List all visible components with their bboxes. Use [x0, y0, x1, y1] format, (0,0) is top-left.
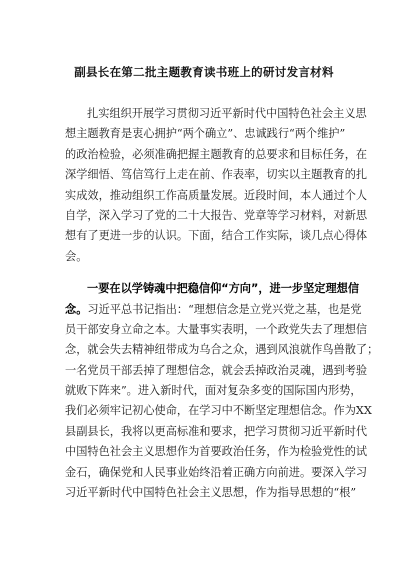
paragraph-line: 扎实组织开展学习贯彻习近平新时代中国特色社会主义思	[87, 107, 367, 120]
paragraph-line: 的政治检验，必须准确把握主题教育的总要求和目标任务，在	[65, 147, 368, 161]
paragraph-line: 深学细悟、笃信笃行上走在前、作表率，切实以主题教育的扎	[65, 168, 368, 182]
paragraph-line: 想主题教育是衷心拥护“两个确立”、忠诚践行“两个维护”	[65, 127, 346, 141]
section-heading: 一要在以学铸魂中把稳信仰“方向”，进一步坚定理想信	[87, 282, 360, 296]
document-title: 副县长在第二批主题教育读书班上的研讨发言材料	[74, 65, 334, 79]
paragraph-line: 实成效，推动组织工作高质量发展。近段时间，本人通过个人	[65, 188, 368, 202]
paragraph-line: 念，就会失去精神纽带成为乌合之众，遇到风浪就作鸟兽散了；	[65, 343, 379, 357]
paragraph-line: 会。	[65, 249, 88, 263]
paragraph-line: 我们必须牢记初心使命，在学习中不断坚定理想信念。作为XX	[65, 404, 372, 418]
paragraph-line: 就败下阵来”。进入新时代，面对复杂多变的国际国内形势，	[65, 384, 362, 398]
paragraph-line: 习近平新时代中国特色社会主义思想，作为指导思想的“根”	[65, 486, 357, 500]
paragraph-line: 自学，深入学习了党的二十大报告、党章等学习材料，对新思	[65, 208, 368, 222]
paragraph-line: 一名党员干部丢掉了理想信念，就会丢掉政治灵魂，遇到考验	[65, 363, 368, 377]
paragraph-line: 念。习近平总书记指出：“理想信念是立党兴党之基，也是党	[65, 302, 362, 316]
paragraph-line: 想有了更进一步的认识。下面，结合工作实际，谈几点心得体	[65, 229, 368, 243]
paragraph-line: 县副县长，我将以更高标准和要求，把学习贯彻习近平新时代	[65, 424, 368, 438]
paragraph-line-rest: 习近平总书记指出：“理想信念是立党兴党之基，也是党	[87, 302, 362, 316]
paragraph-line: 中国特色社会主义思想作为首要政治任务，作为检验党性的试	[65, 445, 368, 459]
paragraph-line: 员干部安身立命之本。大量事实表明，一个政党失去了理想信	[65, 322, 368, 336]
document-body	[65, 104, 379, 503]
paragraph-line: 金石，确保党和人民事业始终沿着正确方向前进。要深入学习	[65, 465, 368, 479]
